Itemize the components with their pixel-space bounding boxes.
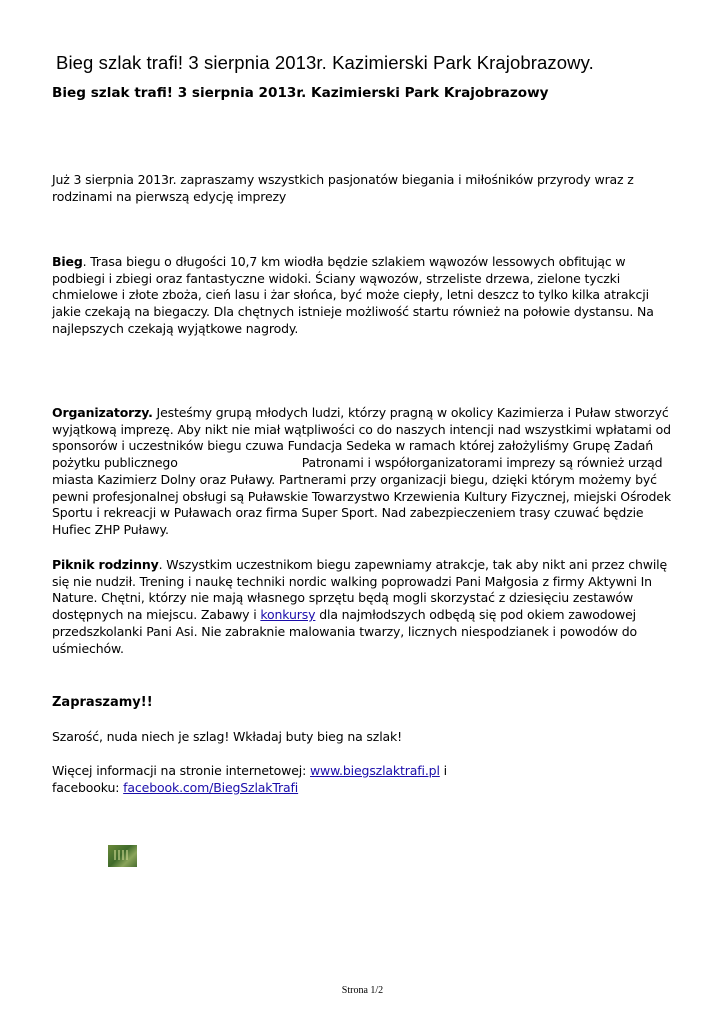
page-number: Strona 1/2 xyxy=(341,985,384,996)
piknik-paragraph xyxy=(52,557,678,657)
organizatorzy-label: Organizatorzy. xyxy=(52,405,153,420)
slogan-text: Szarość, nuda niech je szlag! Wkładaj buty bieg na szlak! xyxy=(52,729,402,744)
more-info-prefix: Więcej informacji na stronie internetowej: xyxy=(52,763,310,778)
document-title: Bieg szlak trafi! 3 sierpnia 2013r. Kazimierski Park Krajobrazowy. xyxy=(56,52,594,73)
website-link[interactable]: www.biegszlaktrafi.pl xyxy=(309,763,440,778)
organizatorzy-text-part1: Jesteśmy grupą młodych ludzi, którzy pragną w okolicy Kazimierza i Puław stworzyć wyjątkową imprezę. Aby nikt nie miał wątpliwości co do naszych intencji nad wszystkimi wpłatami od sponsorów i uczestników biegu czuwa Fundacja Sedeka w ramach której założyliśmy Grupę Zadań pożytku publicznego xyxy=(52,405,671,471)
slogan-paragraph xyxy=(52,729,678,746)
zapraszamy-heading: Zapraszamy!! xyxy=(52,695,153,710)
piknik-text-part1: . Wszystkim uczestnikom biegu zapewniamy atrakcje, tak aby nikt ani przez chwilę się nie nudził. Trening i naukę techniki nordic walking poprowadzi Pani Małgosia z firmy Aktywni In Nature. Chętni, którzy nie mają własnego sprzętu będą mogli skorzystać z dziesięciu zestawów dostępnych na miejscu. Zabawy i xyxy=(52,557,668,623)
more-info-suffix: i xyxy=(439,763,447,778)
organizatorzy-paragraph xyxy=(52,405,678,539)
piknik-text-part2: dla najmłodszych odbędą się pod okiem zawodowej przedszkolanki Pani Asi. Nie zabraknie malowania twarzy, licznych niespodzianek i powodów do uśmiechów. xyxy=(52,607,638,656)
more-info-paragraph xyxy=(52,763,678,796)
intro-text: Już 3 sierpnia 2013r. zapraszamy wszystkich pasjonatów biegania i miłośników przyrody wraz z rodzinami na pierwszą edycję imprezy xyxy=(52,172,634,204)
facebook-link[interactable]: facebook.com/BiegSzlakTrafi xyxy=(123,779,299,795)
facebook-prefix: facebooku: xyxy=(52,779,124,795)
event-thumbnail-image xyxy=(108,845,137,867)
konkursy-link[interactable]: konkursy xyxy=(260,607,316,623)
piknik-label: Piknik rodzinny xyxy=(52,557,159,572)
organizatorzy-text-part2: Patronami i współorganizatorami imprezy są również urząd miasta Kazimierz Dolny oraz Puławy. Partnerami przy organizacji biegu, dzięki którym możemy być pewni profesjonalnej obsługi są Puławskie Towarzystwo Krzewienia Kultury Fizycznej, miejski Ośrodek Sportu i rekreacji w Puławach oraz firma Super Sport. Nad zabezpieczeniem trasy czuwać będzie Hufiec ZHP Puławy. xyxy=(52,455,671,537)
intro-paragraph xyxy=(52,172,678,205)
bieg-paragraph xyxy=(52,254,678,338)
bieg-label: Bieg xyxy=(52,254,83,269)
document-heading: Bieg szlak trafi! 3 sierpnia 2013r. Kazimierski Park Krajobrazowy xyxy=(52,85,549,101)
bieg-text: . Trasa biegu o długości 10,7 km wiodła będzie szlakiem wąwozów lessowych obfitując w podbiegi i zbiegi oraz fantastyczne widoki. Ściany wąwozów, strzeliste drzewa, zielone tyczki chmielowe i złote zboża, cień lasu i żar słońca, być może ciepły, letni deszcz to tylko kilka atrakcji jakie czekają na biegaczy. Dla chętnych istnieje możliwość startu również na połowie dystansu. Na najlepszych czekają wyjątkowe nagrody. xyxy=(52,254,654,336)
